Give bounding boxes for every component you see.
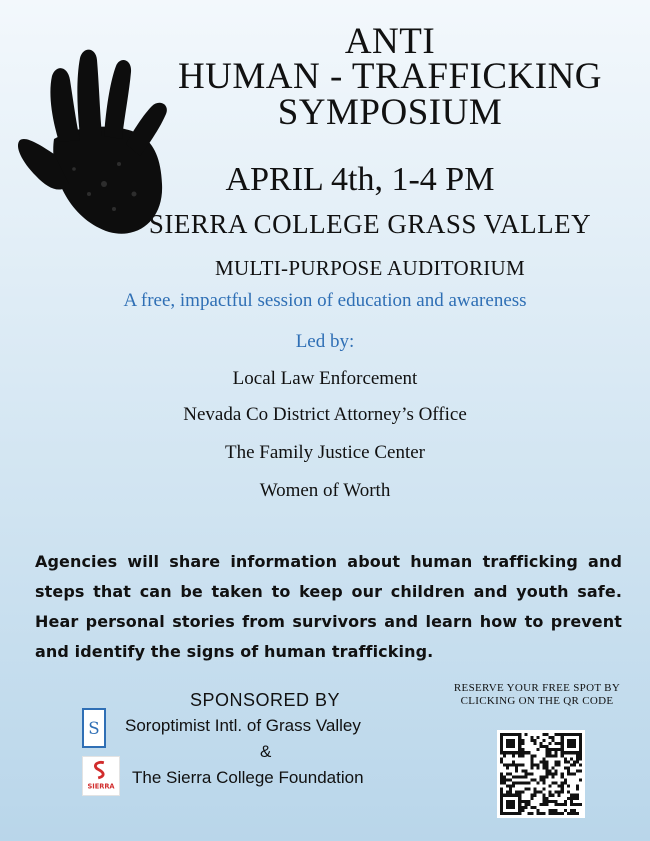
- sponsor-ampersand: &: [260, 742, 272, 761]
- sierra-logo-text: SIERRA: [87, 782, 115, 791]
- event-venue: SIERRA COLLEGE GRASS VALLEY: [148, 209, 592, 239]
- sponsor-1: Soroptimist Intl. of Grass Valley: [125, 716, 361, 735]
- sierra-college-logo: [82, 756, 120, 796]
- event-hall: MULTI-PURPOSE AUDITORIUM: [215, 256, 525, 280]
- qr-code[interactable]: [497, 730, 585, 818]
- sponsor-2: The Sierra College Foundation: [132, 768, 364, 787]
- title-line-2: HUMAN - TRAFFICKING: [177, 56, 603, 97]
- reserve-instructions: RESERVE YOUR FREE SPOT BY CLICKING ON THE QR CODE: [453, 682, 621, 707]
- leader-item: Women of Worth: [259, 480, 391, 501]
- led-by-label: Led by:: [295, 331, 355, 352]
- event-description: Agencies will share information about human trafficking and steps that can be taken to keep our children and youth safe. Hear personal stories from survivors and learn how to prevent and identify the signs of human trafficking.: [35, 552, 622, 661]
- leader-item: Local Law Enforcement: [232, 368, 418, 389]
- leader-item: The Family Justice Center: [225, 442, 425, 463]
- title-line-3: SYMPOSIUM: [277, 92, 503, 133]
- soroptimist-logo: [82, 708, 106, 748]
- title-line-1: ANTI: [344, 21, 436, 62]
- event-date-time: APRIL 4th, 1-4 PM: [225, 161, 495, 198]
- leader-item: Nevada Co District Attorney’s Office: [183, 404, 467, 425]
- sponsored-by-heading: SPONSORED BY: [189, 690, 341, 710]
- event-tagline: A free, impactful session of education and awareness: [123, 290, 527, 311]
- svg-text:S: S: [88, 718, 100, 738]
